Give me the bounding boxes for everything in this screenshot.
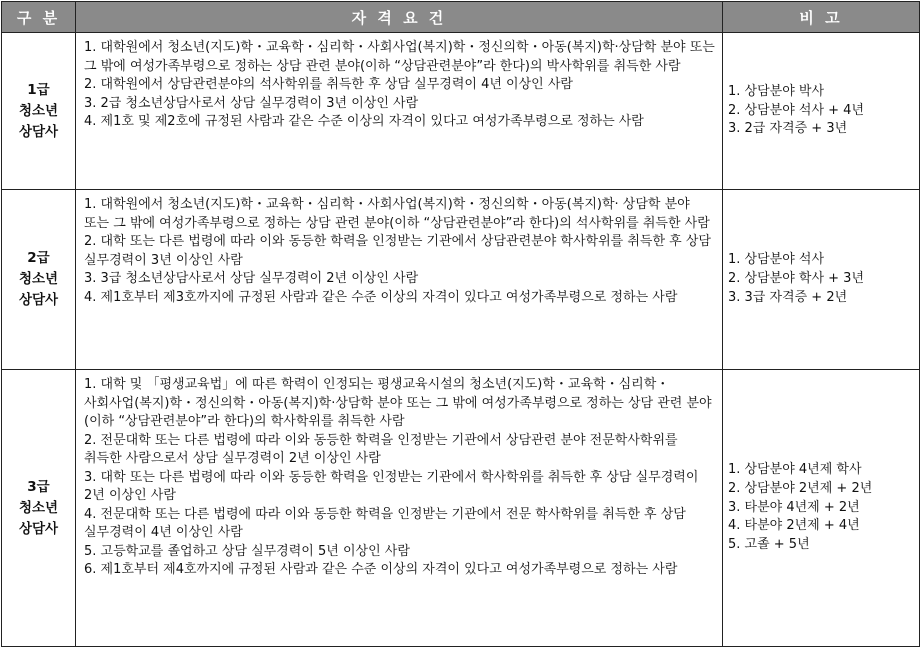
header-notes: 비 고 [723,2,920,33]
grade-label: 청소년 [18,102,59,119]
note-item: 2. 상담분야 석사 + 4년 [728,102,865,118]
requirement-item: 1. 대학원에서 청소년(지도)학・교육학・심리학・사회사업(복지)학・정신의학・아동(복지)학·상담학 분야 또는 그 밖에 여성가족부령으로 정하는 상담 관련 분야(이하 “상담관련분야”라 한다)의 박사학위를 취득한 사람 [84,40,715,74]
note-item: 1. 상담분야 박사 [728,83,825,99]
header-requirements: 자 격 요 건 [76,2,723,33]
requirement-item: 1. 대학 및 「평생교육법」에 따른 학력이 인정되는 평생교육시설의 청소년(지도)학・교육학・심리학・사회사업(복지)학・정신의학・아동(복지)학·상담학 분야 또는 그 밖에 여성가족부령으로 정하는 상담 관련 분야(이하 “상담관련분야”라 한다)의 학사학위를 취득한 사람 [84,377,712,429]
note-item: 1. 상담분야 석사 [728,252,825,268]
requirement-item: 5. 고등학교를 졸업하고 상담 실무경력이 5년 이상인 사람 [84,543,410,559]
grade-label: 상담사 [18,520,59,537]
grade-label: 2급 [27,250,50,266]
header-row [2,2,920,33]
header-category: 구 분 [2,2,76,33]
requirement-item: 3. 대학 또는 다른 법령에 따라 이와 동등한 학력을 인정받는 기관에서 학사학위를 취득한 후 상담 실무경력이 2년 이상인 사람 [84,469,699,503]
grade-label: 청소년 [18,271,59,287]
grade-cell [2,370,76,647]
note-item: 2. 상담분야 2년제 + 2년 [728,480,873,496]
grade-cell [2,190,76,370]
requirement-item: 3. 3급 청소년상담사로서 상담 실무경력이 2년 이상인 사람 [84,271,419,286]
notes-cell [723,33,920,190]
note-item: 3. 3급 자격증 + 2년 [728,289,848,305]
grade-label: 3급 [27,478,50,495]
note-item: 2. 상담분야 학사 + 3년 [728,271,865,287]
requirement-item: 4. 제1호부터 제3호까지에 규정된 사람과 같은 수준 이상의 자격이 있다고 여성가족부령으로 정하는 사람 [84,289,678,305]
notes-cell [723,190,920,370]
requirements-cell [76,190,723,370]
table-row-grade-3 [2,370,920,647]
table-row-grade-2 [2,190,920,370]
requirement-item: 4. 전문대학 또는 다른 법령에 따라 이와 동등한 학력을 인정받는 기관에서 전문 학사학위를 취득한 후 상담 실무경력이 4년 이상인 사람 [84,506,686,540]
note-item: 3. 타분야 4년제 + 2년 [728,499,860,515]
requirement-item: 3. 2급 청소년상담사로서 상담 실무경력이 3년 이상인 사람 [84,95,419,111]
requirement-item: 2. 전문대학 또는 다른 법령에 따라 이와 동등한 학력을 인정받는 기관에서 상담관련 분야 전문학사학위를 취득한 사람으로서 상담 실무경력이 2년 이상인 사람 [84,432,678,466]
note-item: 5. 고졸 + 5년 [728,537,810,553]
note-item: 3. 2급 자격증 + 3년 [728,121,848,137]
grade-label: 상담사 [18,123,59,140]
requirements-cell [76,33,723,190]
grade-label: 1급 [27,81,50,98]
grade-cell [2,33,76,190]
requirement-item: 6. 제1호부터 제4호까지에 규정된 사람과 같은 수준 이상의 자격이 있다고 여성가족부령으로 정하는 사람 [84,562,678,577]
requirement-item: 2. 대학원에서 상담관련분야의 석사학위를 취득한 후 상담 실무경력이 4년 이상인 사람 [84,77,573,92]
note-item: 4. 타분야 2년제 + 4년 [728,518,860,534]
requirements-cell [76,370,723,647]
notes-cell [723,370,920,647]
requirement-item: 1. 대학원에서 청소년(지도)학・교육학・심리학・사회사업(복지)학・정신의학・아동(복지)학· 상담학 분야 또는 그 밖에 여성가족부령으로 정하는 상담 관련 분야(이하 “상담관련분야”라 한다)의 석사학위를 취득한 사람 [84,197,710,231]
requirement-item: 4. 제1호 및 제2호에 규정된 사람과 같은 수준 이상의 자격이 있다고 여성가족부령으로 정하는 사람 [84,114,644,129]
qualification-table [1,1,920,647]
requirement-item: 2. 대학 또는 다른 법령에 따라 이와 동등한 학력을 인정받는 기관에서 상담관련분야 학사학위를 취득한 후 상담 실무경력이 3년 이상인 사람 [84,234,711,268]
grade-label: 상담사 [18,292,59,308]
grade-label: 청소년 [18,499,59,516]
note-item: 1. 상담분야 4년제 학사 [728,462,862,477]
table-row-grade-1 [2,33,920,190]
